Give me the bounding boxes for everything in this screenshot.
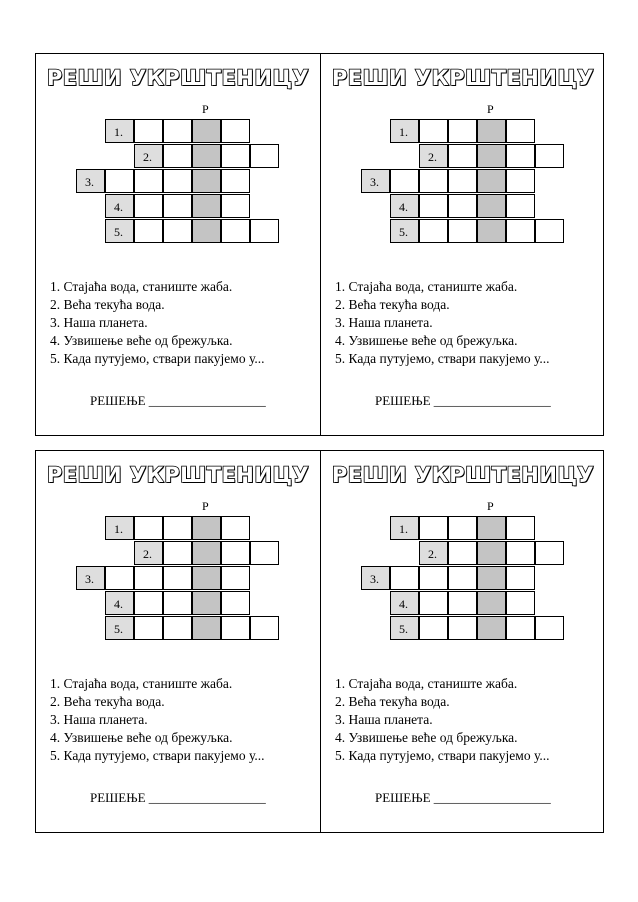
key-column-letter: Р	[202, 499, 209, 513]
clue-list	[335, 675, 549, 765]
crossword-key-cell	[477, 516, 506, 540]
crossword-key-cell	[192, 616, 221, 640]
card-title: РЕШИ УКРШТЕНИЦУ	[331, 463, 595, 487]
crossword-cell	[134, 219, 163, 243]
crossword-cell	[134, 616, 163, 640]
crossword-cell	[419, 516, 448, 540]
crossword-cell	[506, 591, 535, 615]
crossword-key-cell	[477, 616, 506, 640]
clue-item: 3. Наша планета.	[335, 712, 433, 727]
crossword-cell	[506, 566, 535, 590]
clue-item: 2. Већа текућа вода.	[50, 297, 165, 312]
clue-item: 4. Узвишење веће од брежуљка.	[335, 730, 518, 745]
crossword-key-cell	[477, 591, 506, 615]
crossword-cell	[506, 119, 535, 143]
key-column-letter: Р	[487, 102, 494, 116]
crossword-number-cell: 2.	[419, 541, 448, 565]
crossword-cell	[250, 541, 279, 565]
crossword-number-cell: 1.	[390, 119, 419, 143]
crossword-key-cell	[192, 194, 221, 218]
crossword-cell	[134, 591, 163, 615]
crossword-cell	[448, 541, 477, 565]
crossword-cell	[506, 541, 535, 565]
crossword-cell	[448, 616, 477, 640]
crossword-cell	[134, 516, 163, 540]
crossword-number-cell: 5.	[105, 219, 134, 243]
worksheet-block-bottom	[35, 450, 604, 833]
crossword-number-cell: 2.	[419, 144, 448, 168]
crossword-cell	[448, 219, 477, 243]
crossword-number-cell: 4.	[390, 194, 419, 218]
crossword-cell	[506, 616, 535, 640]
crossword-cell	[250, 144, 279, 168]
crossword-cell	[506, 219, 535, 243]
crossword-cell	[163, 169, 192, 193]
crossword-cell	[448, 566, 477, 590]
crossword-key-cell	[477, 169, 506, 193]
clue-list	[335, 278, 549, 368]
clue-item: 4. Узвишење веће од брежуљка.	[335, 333, 518, 348]
solution-line: РЕШЕЊЕ __________________	[375, 393, 551, 408]
crossword-cell	[448, 169, 477, 193]
clue-item: 1. Стајаћа вода, станиште жаба.	[50, 676, 233, 691]
clue-item: 1. Стајаћа вода, станиште жаба.	[335, 676, 518, 691]
crossword-cell	[221, 119, 250, 143]
crossword-card	[36, 451, 320, 832]
crossword-cell	[419, 194, 448, 218]
clue-item: 5. Када путујемо, ствари пакујемо у...	[335, 748, 550, 763]
crossword-cell	[506, 144, 535, 168]
crossword-key-cell	[477, 144, 506, 168]
crossword-number-cell: 5.	[390, 219, 419, 243]
crossword-key-cell	[192, 219, 221, 243]
crossword-cell	[506, 516, 535, 540]
crossword-number-cell: 2.	[134, 541, 163, 565]
clue-item: 2. Већа текућа вода.	[335, 297, 450, 312]
crossword-key-cell	[477, 566, 506, 590]
crossword-cell	[250, 616, 279, 640]
clue-item: 1. Стајаћа вода, станиште жаба.	[335, 279, 518, 294]
solution-line: РЕШЕЊЕ __________________	[375, 790, 551, 805]
crossword-cell	[163, 616, 192, 640]
crossword-cell	[134, 566, 163, 590]
crossword-cell	[221, 194, 250, 218]
crossword-cell	[419, 591, 448, 615]
clue-list	[50, 278, 264, 368]
crossword-key-cell	[192, 169, 221, 193]
crossword-key-cell	[192, 591, 221, 615]
crossword-key-cell	[477, 219, 506, 243]
crossword-cell	[163, 144, 192, 168]
crossword-card	[36, 54, 320, 435]
crossword-cell	[163, 591, 192, 615]
crossword-cell	[221, 144, 250, 168]
crossword-cell	[448, 119, 477, 143]
key-column-letter: Р	[202, 102, 209, 116]
crossword-key-cell	[192, 516, 221, 540]
crossword-cell	[105, 169, 134, 193]
clue-item: 2. Већа текућа вода.	[50, 694, 165, 709]
clue-item: 3. Наша планета.	[50, 712, 148, 727]
crossword-cell	[163, 566, 192, 590]
crossword-cell	[419, 119, 448, 143]
crossword-cell	[506, 169, 535, 193]
crossword-cell	[390, 169, 419, 193]
crossword-cell	[448, 516, 477, 540]
clue-item: 2. Већа текућа вода.	[335, 694, 450, 709]
crossword-number-cell: 3.	[361, 566, 390, 590]
clue-item: 3. Наша планета.	[50, 315, 148, 330]
crossword-cell	[163, 194, 192, 218]
crossword-cell	[419, 566, 448, 590]
crossword-cell	[535, 144, 564, 168]
card-title: РЕШИ УКРШТЕНИЦУ	[331, 66, 595, 90]
crossword-cell	[448, 591, 477, 615]
crossword-cell	[221, 219, 250, 243]
clue-item: 5. Када путујемо, ствари пакујемо у...	[50, 748, 265, 763]
solution-line: РЕШЕЊЕ __________________	[90, 790, 266, 805]
crossword-cell	[448, 144, 477, 168]
solution-line: РЕШЕЊЕ __________________	[90, 393, 266, 408]
crossword-card	[321, 54, 605, 435]
crossword-key-cell	[477, 194, 506, 218]
crossword-key-cell	[477, 541, 506, 565]
crossword-number-cell: 5.	[390, 616, 419, 640]
crossword-cell	[535, 219, 564, 243]
crossword-cell	[419, 169, 448, 193]
crossword-key-cell	[192, 566, 221, 590]
crossword-number-cell: 1.	[390, 516, 419, 540]
key-column-letter: Р	[487, 499, 494, 513]
crossword-key-cell	[477, 119, 506, 143]
crossword-cell	[506, 194, 535, 218]
clue-item: 4. Узвишење веће од брежуљка.	[50, 730, 233, 745]
crossword-key-cell	[192, 541, 221, 565]
crossword-cell	[221, 541, 250, 565]
crossword-number-cell: 2.	[134, 144, 163, 168]
crossword-cell	[419, 616, 448, 640]
crossword-cell	[134, 194, 163, 218]
crossword-cell	[250, 219, 279, 243]
card-title: РЕШИ УКРШТЕНИЦУ	[46, 66, 310, 90]
clue-item: 5. Када путујемо, ствари пакујемо у...	[335, 351, 550, 366]
crossword-cell	[163, 219, 192, 243]
crossword-cell	[221, 591, 250, 615]
crossword-cell	[163, 119, 192, 143]
clue-list	[50, 675, 264, 765]
crossword-cell	[419, 219, 448, 243]
clue-item: 4. Узвишење веће од брежуљка.	[50, 333, 233, 348]
worksheet-block-top	[35, 53, 604, 436]
crossword-key-cell	[192, 119, 221, 143]
crossword-cell	[163, 516, 192, 540]
crossword-number-cell: 5.	[105, 616, 134, 640]
crossword-cell	[221, 616, 250, 640]
crossword-cell	[221, 516, 250, 540]
crossword-number-cell: 4.	[390, 591, 419, 615]
crossword-cell	[134, 119, 163, 143]
crossword-card	[321, 451, 605, 832]
crossword-number-cell: 4.	[105, 591, 134, 615]
crossword-cell	[221, 566, 250, 590]
crossword-key-cell	[192, 144, 221, 168]
card-title: РЕШИ УКРШТЕНИЦУ	[46, 463, 310, 487]
clue-item: 1. Стајаћа вода, станиште жаба.	[50, 279, 233, 294]
crossword-number-cell: 3.	[361, 169, 390, 193]
crossword-number-cell: 3.	[76, 169, 105, 193]
crossword-cell	[163, 541, 192, 565]
crossword-cell	[535, 616, 564, 640]
clue-item: 5. Када путујемо, ствари пакујемо у...	[50, 351, 265, 366]
crossword-number-cell: 4.	[105, 194, 134, 218]
crossword-cell	[221, 169, 250, 193]
crossword-cell	[448, 194, 477, 218]
clue-item: 3. Наша планета.	[335, 315, 433, 330]
crossword-number-cell: 1.	[105, 516, 134, 540]
crossword-cell	[390, 566, 419, 590]
crossword-cell	[535, 541, 564, 565]
crossword-cell	[105, 566, 134, 590]
crossword-number-cell: 1.	[105, 119, 134, 143]
crossword-number-cell: 3.	[76, 566, 105, 590]
crossword-cell	[134, 169, 163, 193]
